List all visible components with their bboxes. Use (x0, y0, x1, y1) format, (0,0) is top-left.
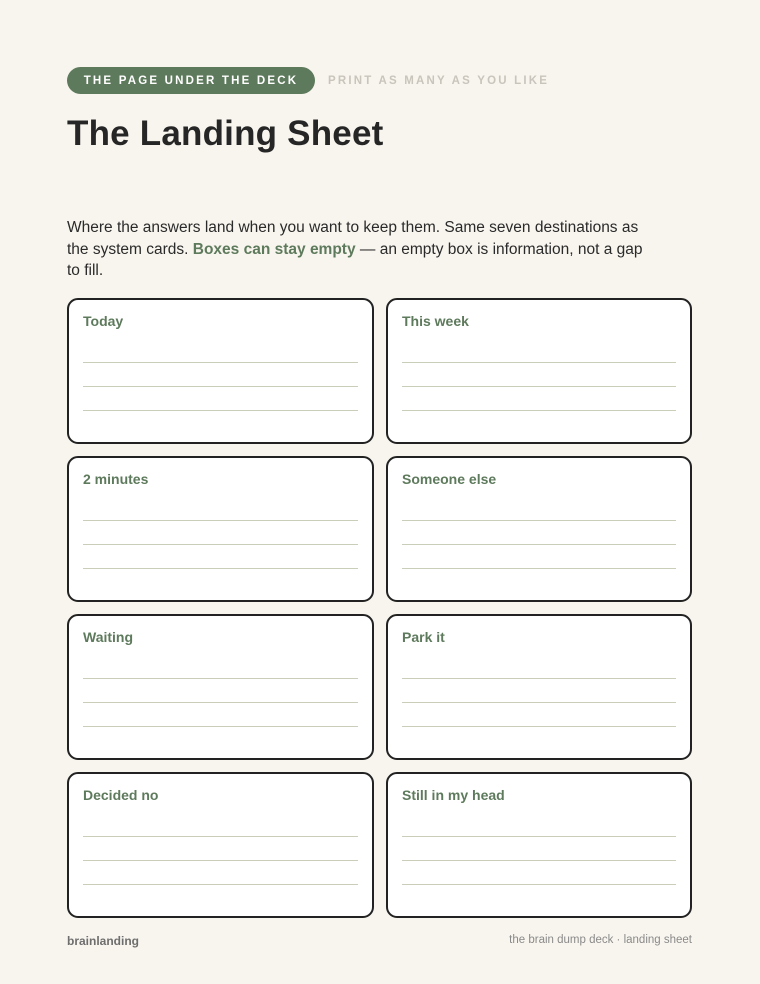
writing-line (83, 678, 358, 679)
writing-line (83, 544, 358, 545)
landing-sheet-page (67, 0, 692, 984)
box-this-week (386, 298, 692, 444)
box-label: This week (402, 313, 469, 329)
box-label: Someone else (402, 471, 497, 487)
intro-highlight: Boxes can stay empty (192, 240, 356, 258)
writing-line (83, 726, 358, 727)
writing-line (402, 726, 676, 727)
print-note: PRINT AS MANY AS YOU LIKE (328, 74, 550, 87)
writing-line (402, 836, 676, 837)
box-waiting (67, 614, 374, 760)
footer-brand: brainlanding (67, 934, 139, 948)
writing-line (83, 362, 358, 363)
box-label: 2 minutes (83, 471, 149, 487)
writing-line (402, 860, 676, 861)
writing-line (83, 884, 358, 885)
writing-line (83, 860, 358, 861)
writing-line (402, 410, 676, 411)
section-tag: THE PAGE UNDER THE DECK (67, 67, 315, 94)
writing-line (402, 702, 676, 703)
box-2-minutes (67, 456, 374, 602)
writing-line (83, 386, 358, 387)
writing-line (402, 386, 676, 387)
intro-paragraph (67, 217, 647, 282)
header-row (67, 67, 549, 94)
writing-line (402, 520, 676, 521)
page-title: The Landing Sheet (67, 114, 384, 153)
footer-caption: the brain dump deck · landing sheet (509, 934, 692, 946)
box-decided-no (67, 772, 374, 918)
box-someone-else (386, 456, 692, 602)
box-label: Decided no (83, 787, 159, 803)
box-label: Park it (402, 629, 445, 645)
writing-line (83, 702, 358, 703)
box-still-in-my-head (386, 772, 692, 918)
writing-line (83, 836, 358, 837)
intro-text-start: Where the answers land when you want to keep them. Same seven destinations as the system cards. (67, 219, 639, 258)
box-park-it (386, 614, 692, 760)
box-label: Waiting (83, 629, 134, 645)
box-label: Today (83, 313, 124, 329)
writing-line (83, 520, 358, 521)
writing-line (402, 362, 676, 363)
writing-line (83, 568, 358, 569)
writing-line (402, 884, 676, 885)
writing-line (402, 678, 676, 679)
box-label: Still in my head (402, 787, 505, 803)
writing-line (402, 568, 676, 569)
writing-line (83, 410, 358, 411)
destination-grid (67, 298, 692, 918)
box-today (67, 298, 374, 444)
intro-text-end: — an empty box is information, not a gap to fill. (67, 240, 643, 279)
writing-line (402, 544, 676, 545)
